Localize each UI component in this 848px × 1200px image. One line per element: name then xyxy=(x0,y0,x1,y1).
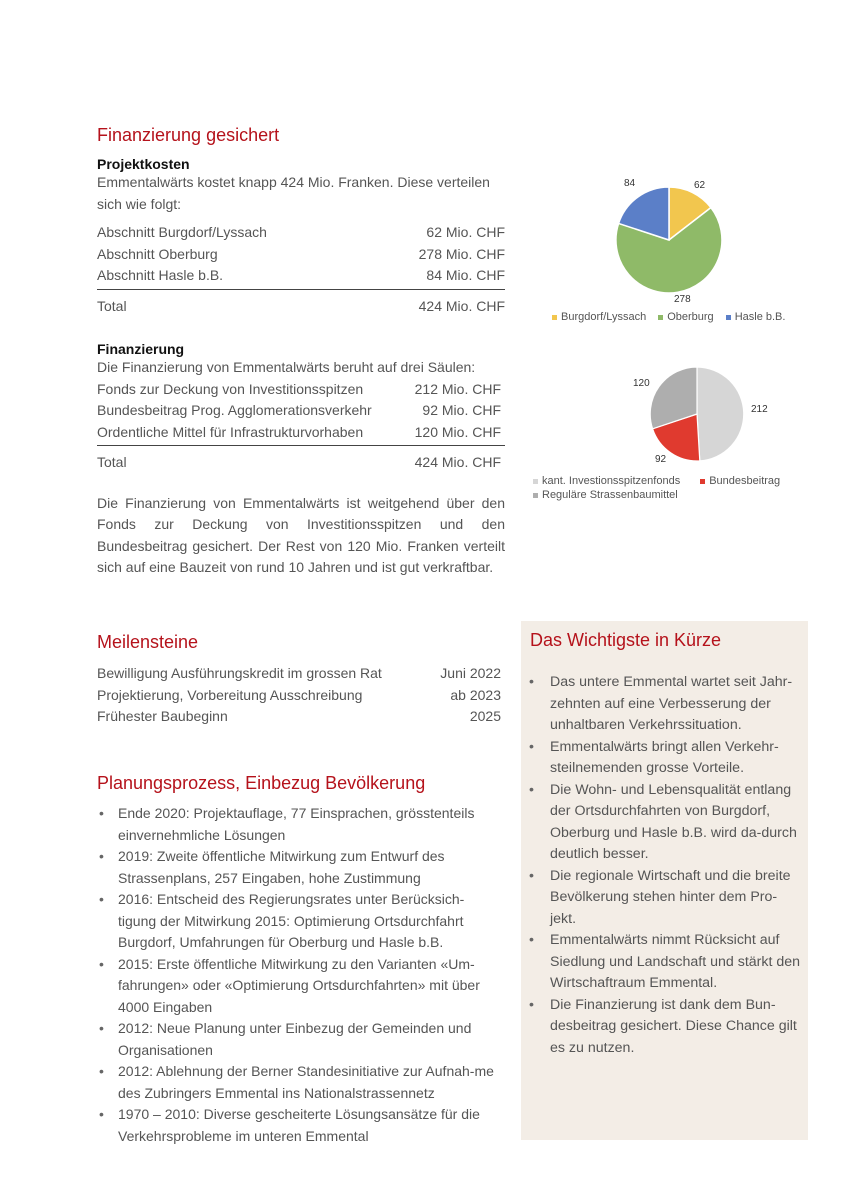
table-row xyxy=(97,422,501,444)
list-item: • 2019: Zweite öffentliche Mitwirkung zum Entwurf des Strassenplans, 257 Eingaben, hohe Zustimmung xyxy=(97,846,501,889)
legend-label: Reguläre Strassenbaumittel xyxy=(542,489,678,501)
meilensteine-title: Meilensteine xyxy=(97,632,199,652)
legend-swatch-green xyxy=(658,315,663,320)
list-item: • 2015: Erste öffentliche Mitwirkung zu den Varianten «Um-fahrungen» oder «Optimierung Ortsdurchfahrten» mit über 4000 Eingaben xyxy=(97,954,501,1019)
row-label: Abschnitt Burgdorf/Lyssach xyxy=(97,224,267,240)
table-divider xyxy=(97,445,505,446)
row-value: 92 Mio. CHF xyxy=(422,402,501,418)
finanzierung-section xyxy=(97,125,505,579)
table-divider xyxy=(97,289,505,290)
pie-chart-finanzierung xyxy=(530,362,820,512)
list-item: • 2012: Neue Planung unter Einbezug der Gemeinden und Organisationen xyxy=(97,1018,501,1061)
legend-item xyxy=(726,311,786,323)
finanzierung-intro: Die Finanzierung von Emmentalwärts beruht auf drei Säulen: xyxy=(97,359,476,375)
row-value: 120 Mio. CHF xyxy=(414,423,501,440)
legend-label: Bundesbeitrag xyxy=(709,475,781,487)
finanzierung-title: Finanzierung gesichert xyxy=(97,125,280,145)
row-value: ab 2023 xyxy=(450,686,501,703)
finanzierung-heading: Finanzierung xyxy=(97,341,185,357)
row-value: 278 Mio. CHF xyxy=(418,245,505,262)
list-item: • 2016: Entscheid des Regierungsrates unter Berücksich-tigung der Mitwirkung 2015: Optimierung Ortsdurchfahrt Burgdorf, Umfahrungen für Oberburg und Hasle b.B. xyxy=(97,889,501,954)
row-value: 212 Mio. CHF xyxy=(414,380,501,397)
legend-item xyxy=(533,489,678,501)
legend-label: Burgdorf/Lyssach xyxy=(561,311,647,323)
projektkosten-table xyxy=(97,222,505,317)
table-row xyxy=(97,244,505,266)
pie2-label-fonds: 212 xyxy=(751,404,768,415)
legend-label: kant. Investionsspitzenfonds xyxy=(542,475,681,487)
row-label: Bewilligung Ausführungskredit im grossen Rat xyxy=(97,665,382,681)
list-item: • Emmentalwärts bringt allen Verkehr-steilnemenden grosse Vorteile. xyxy=(521,737,802,780)
legend-swatch-blue xyxy=(726,315,731,320)
row-value: 2025 xyxy=(469,708,501,724)
pie1-label-oberburg: 278 xyxy=(674,294,691,305)
pie2-label-regulaere: 120 xyxy=(633,378,650,389)
row-label: Frühester Baubeginn xyxy=(97,708,228,724)
total-label: Total xyxy=(97,297,127,314)
legend-label: Hasle b.B. xyxy=(734,311,786,323)
pie1-legend xyxy=(552,311,797,323)
row-value: Juni 2022 xyxy=(440,665,501,681)
summary-box xyxy=(521,621,808,1140)
table-row xyxy=(97,222,505,244)
row-label: Abschnitt Oberburg xyxy=(97,245,218,262)
pie-chart-1-graphic xyxy=(530,170,820,310)
row-label: Bundesbeitrag Prog. Agglomerationsverkehr xyxy=(97,402,372,418)
row-label: Abschnitt Hasle b.B. xyxy=(97,267,224,283)
projektkosten-intro: Emmentalwärts kostet knapp 424 Mio. Franken. Diese verteilen sich wie folgt: xyxy=(97,174,490,212)
finanzierung-table xyxy=(97,379,505,444)
list-item: • Die Wohn- und Lebensqualität entlang der Ortsdurchfahrten von Burgdorf, Oberburg und Hasle b.B. wird da-durch deutlich besser. xyxy=(521,780,802,866)
legend-swatch-red xyxy=(700,479,705,484)
summary-title: Das Wichtigste in Kürze xyxy=(530,630,722,650)
row-value: 84 Mio. CHF xyxy=(426,267,505,283)
legend-item xyxy=(552,311,646,323)
pie-chart-2-graphic xyxy=(530,362,820,466)
pie1-label-hasle: 84 xyxy=(624,178,636,189)
planungsprozess-list xyxy=(97,803,501,1147)
planungsprozess-section xyxy=(97,773,501,1147)
total-value: 424 Mio. CHF xyxy=(418,297,505,314)
pie1-label-burgdorf: 62 xyxy=(694,180,706,191)
legend-label: Oberburg xyxy=(667,311,714,323)
legend-swatch-gray xyxy=(533,493,538,498)
summary-list xyxy=(521,672,808,1059)
row-label: Projektierung, Vorbereitung Ausschreibung xyxy=(97,686,363,703)
planungsprozess-title: Planungsprozess, Einbezug Bevölkerung xyxy=(97,773,426,793)
total-row xyxy=(97,296,505,318)
projektkosten-heading: Projektkosten xyxy=(97,156,190,172)
meilensteine-table xyxy=(97,663,501,728)
row-label: Ordentliche Mittel für Infrastrukturvorhaben xyxy=(97,423,364,440)
table-row xyxy=(97,265,505,287)
pie2-label-bund: 92 xyxy=(655,454,667,465)
pie-chart-projektkosten xyxy=(530,170,820,330)
total-row xyxy=(97,452,505,474)
legend-swatch-lightgray xyxy=(533,479,538,484)
list-item: • Emmentalwärts nimmt Rücksicht auf Siedlung und Landschaft und stärkt den Wirtschaftraum Emmental. xyxy=(521,930,802,995)
list-item: • 1970 – 2010: Diverse gescheiterte Lösungsansätze für die Verkehrsprobleme im unteren Emmental xyxy=(97,1104,501,1147)
list-item: • Ende 2020: Projektauflage, 77 Einsprachen, grösstenteils einvernehmliche Lösungen xyxy=(97,803,501,846)
legend-item xyxy=(533,475,680,487)
legend-item xyxy=(700,475,780,487)
row-label: Fonds zur Deckung von Investitionsspitzen xyxy=(97,380,364,397)
row-value: 62 Mio. CHF xyxy=(426,224,505,240)
table-row xyxy=(97,663,501,685)
table-row xyxy=(97,379,501,401)
total-value: 424 Mio. CHF xyxy=(414,454,501,470)
list-item: • Die Finanzierung ist dank dem Bun-desbeitrag gesichert. Diese Chance gilt es zu nutzen. xyxy=(521,995,802,1060)
meilensteine-section xyxy=(97,632,501,728)
table-row xyxy=(97,685,501,707)
pie2-legend xyxy=(533,475,823,501)
list-item: • Die regionale Wirtschaft und die breite Bevölkerung stehen hinter dem Pro-jekt. xyxy=(521,866,802,931)
finanzierung-paragraph: Die Finanzierung von Emmentalwärts ist weitgehend über den Fonds zur Deckung von Investitionsspitzen und den Bundesbeitrag gesichert. Der Rest von 120 Mio. Franken verteilt sich auf eine Bauzeit von rund 10 Jahren und ist gut verkraftbar. xyxy=(97,494,505,575)
table-row xyxy=(97,400,501,422)
list-item: • 2012: Ablehnung der Berner Standesinitiative zur Aufnah-me des Zubringers Emmental ins Nationalstrassennetz xyxy=(97,1061,501,1104)
legend-swatch-yellow xyxy=(552,315,557,320)
legend-item xyxy=(658,311,713,323)
table-row xyxy=(97,706,501,728)
total-label: Total xyxy=(97,454,127,470)
list-item: • Das untere Emmental wartet seit Jahr-zehnten auf eine Verbesserung der unhaltbaren Verkehrssituation. xyxy=(521,672,802,737)
